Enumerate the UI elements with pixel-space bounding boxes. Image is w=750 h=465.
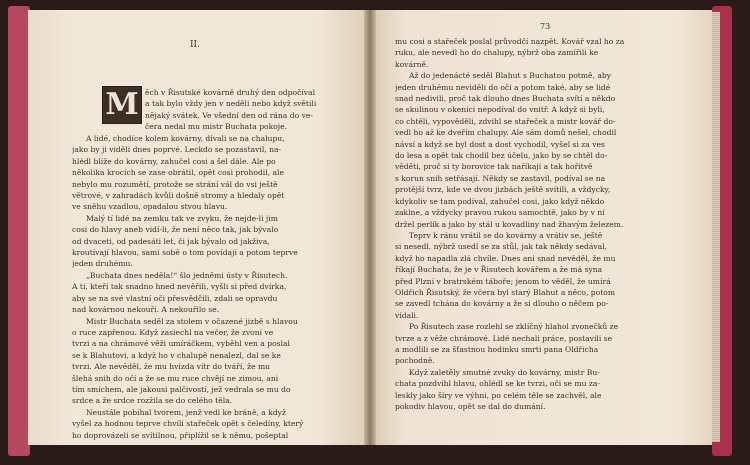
text-line: hlédl blíže do kovárny, zahučel cosi a šel dále. Ale po: [72, 156, 276, 166]
text-line: nad kovárnou nekouří. A nekouřilo se.: [72, 305, 220, 315]
text-line: cosi do hlavy aneb vidí-li, že není něco tak, jak bývalo: [72, 225, 279, 235]
text-line: mu cosi a stařeček poslal průvodčí nazpět. Kovář vzal ho za: [395, 37, 625, 46]
page-number: 73: [540, 22, 551, 31]
text-line: „Buchata dnes neděla!“ šlo jedněmi ústy v Řisutech.: [86, 270, 288, 280]
text-line: Teprv k ránu vrátil se do kovárny a vrátiv se, ještě: [409, 230, 603, 240]
text-line: se skulinou v okenici nepodíval do vnitř. A když si byli,: [395, 105, 605, 115]
text-line: od dvaceti, od padesáti let, či jak bývalo od jakživa,: [72, 236, 270, 246]
text-line: tvrzi a na chrámové věži umíráčkem, vyběhl ven a poslal: [72, 339, 290, 349]
text-line: do lesa a opět tak chodil bez účelu, jako by se chtěl do-: [395, 151, 608, 161]
text-line: věděti, proč si ty borovice tak naříkají a tak hořitvě: [395, 162, 593, 172]
text-line: čera nedal mu mistr Buchata pokoje.: [145, 122, 288, 132]
text-line: tvrzi. Ale nevěděl, že mu hvízda vítr do tváří, že mu: [72, 362, 271, 372]
text-line: jeden druhému.: [72, 259, 133, 269]
text-line: jako by ji viděli dnes poprvé. Leckdo se pozastavil, na-: [72, 145, 282, 155]
text-line: ruku, ale nevedl ho do chalupy, nýbrž oba zamířili ke: [395, 48, 599, 58]
text-line: pochodně.: [395, 356, 435, 366]
text-line: aby se na své vlastní oči přesvědčili, zdali se opravdu: [72, 293, 278, 303]
text-line: leskly jako šíry ve výhni, po celém těle se zachvěl, ale: [395, 390, 602, 400]
text-line: Až do jedenácté seděl Blahut s Buchatou potmě, aby: [409, 71, 612, 81]
right-page-body: [395, 36, 667, 412]
text-line: pokodiv hlavou, opět se dal do dumání.: [395, 402, 546, 411]
text-line: ěch v Řisutské kovárně druhý den odpočíval: [145, 88, 315, 97]
text-line: několika krocích se zase obrátil, opět cosi prohodil, ale: [72, 168, 284, 178]
text-line: nějaký svátek. Ve všední den od rána do ve-: [145, 110, 313, 120]
text-line: co chtěli, vypověděli, zdvihl se stařeček a mistr kovář do-: [395, 116, 616, 126]
text-line: tvrze a z věže chrámové. Lidé nechali práce, postavili se: [395, 333, 613, 343]
text-line: s korun snih setřásají. Někdy se zastavil, podíval se na: [395, 173, 606, 183]
text-line: ve sněhu vzadlou, opadalou stvou hlavu.: [72, 202, 228, 212]
text-line: kroutívají hlavou, sami sobě o tom povídají a potom teprve: [72, 248, 298, 258]
text-line: se k Blahutovi, a když ho v chalupě nenalezl, dal se ke: [72, 350, 281, 360]
text-line: protější tvrz, kde ve dvou jizbách ještě svítili, a vždycky,: [395, 185, 611, 195]
text-line: tím smíchem, ale jakousi palčivostí, jež vedrala se mu do: [72, 384, 291, 394]
drop-cap: [102, 86, 142, 124]
text-line: a tak bylo vždy jen v neděli nebo když světili: [145, 99, 317, 109]
text-line: nebylo mu rozumětí, protože se strání vál do vsi ještě: [72, 179, 278, 189]
left-page-body: [72, 133, 334, 441]
text-line: kovárně.: [395, 59, 429, 69]
text-line: návsí a když se byl dost a dost vychodil, vyšel si za ves: [395, 139, 605, 149]
text-line: srdce a že srdce rozžila se do celého těla.: [72, 396, 233, 406]
text-line: a modlili se za šťastnou hodinku smrti pana Oldřicha: [395, 344, 599, 354]
text-line: Malý tí lidé na zemku tak ve zvyku, že nejde-li jim: [86, 213, 278, 223]
text-line: Neustále pobíhal tvorem, jenž vedl ke bráně, a když: [86, 407, 286, 417]
drop-cap-letter: M: [105, 87, 139, 122]
text-line: Když zaletěly smutné zvuky do kovárny, mistr Bu-: [409, 367, 600, 377]
text-line: zaklne, a vždycky pravou rukou samochtě, jako by v ní: [395, 208, 605, 218]
text-line: držel perlík a jako by stál u kovadliny nad žhavým železem.: [395, 219, 624, 229]
book-cover-left: [8, 6, 30, 456]
text-line: kdykoliv se tam podíval, zahučel cosi, jako když někdo: [395, 196, 605, 206]
text-line: snad nedivili, proč tak dlouho dnes Buchata svítí a někdo: [395, 94, 616, 104]
text-line: jeden druhému neviděli do očí a potom také, aby se lidé: [395, 82, 611, 92]
text-line: chata pozdvihl hlavu, ohlédl se ke tvrzi, oči se mu za-: [395, 379, 600, 389]
book-gutter: [364, 10, 376, 445]
text-line: ho doprovázeli se svítilnou, připlížil se k němu, pošeptal: [72, 430, 289, 440]
text-line: Mistr Buchata seděl za stolem v očazené jizbě s hlavou: [86, 316, 298, 326]
text-line: se zavedl tchána do kovárny a že si dlouho o něčem po-: [395, 299, 609, 309]
text-line: A lidé, chodíce kolem kovárny, dívali se na chalupu,: [86, 134, 285, 143]
page-edges: [712, 12, 720, 442]
text-line: vedl ho až ke dveřím chalupy. Ale sám domů nešel, chodil: [395, 128, 617, 138]
text-line: říkají Buchata, že je v Řisutech kovářem a že má syna: [395, 265, 603, 275]
text-line: Po Řisutech zase rozlehl se zklíčný hlahol zvonečků ze: [409, 322, 619, 332]
text-line: šlehá snih do očí a že se mu ruce chvějí ne zimou, ani: [72, 373, 279, 383]
text-line: o ruce zapřenou. Když zasiechl na večer, že zvoní ve: [72, 327, 274, 337]
drop-cap-paragraph: [145, 87, 333, 133]
text-line: vyšel za hodnou teprve chvíli stařeček opět s čeledíny, který: [72, 419, 304, 429]
text-line: si nesedl, nýbrž usedl se za stůl, jak tak někdy sedával,: [395, 242, 608, 252]
chapter-heading: II.: [190, 40, 200, 50]
text-line: větrové, v zahradách kvůli došně stromy a hledaly opět: [72, 191, 285, 201]
text-line: A ti, kteří tak snadno hned nevěřili, vyšli si před dvírka,: [72, 282, 287, 292]
text-line: před Plzní v bratrském táboře; jenom to věděl, že umírá: [395, 276, 611, 286]
text-line: Oldřich Řisutský, že včera byl starý Blahut a něco, potom: [395, 287, 616, 297]
text-line: vídali.: [395, 310, 419, 320]
text-line: když ho napadla zlá chvíle. Dnes ani snad nevěděl, že mu: [395, 253, 616, 263]
